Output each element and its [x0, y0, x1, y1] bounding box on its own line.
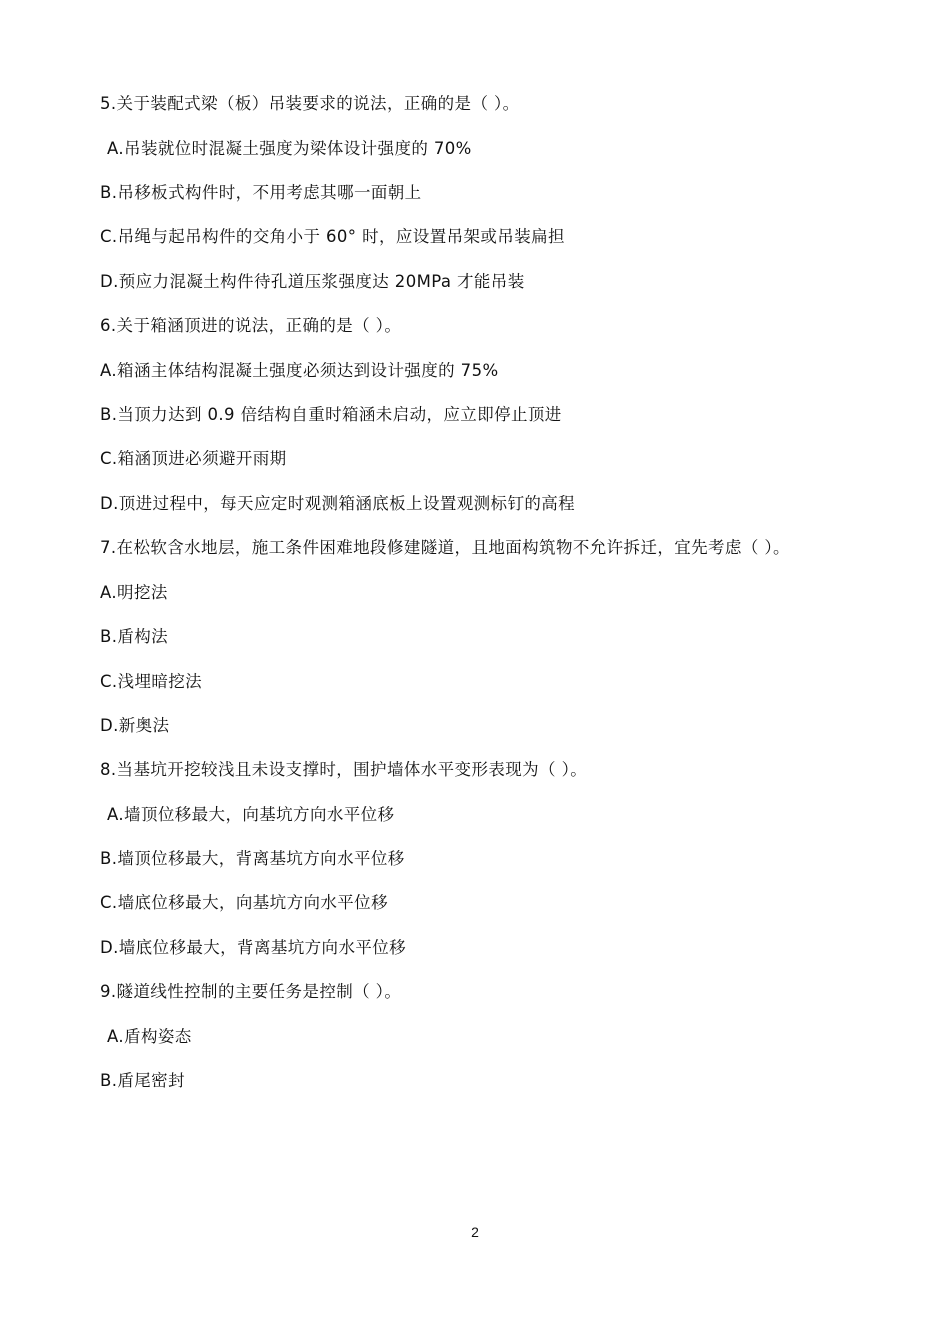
question-7-option-d: D.新奥法	[100, 716, 170, 735]
question-7-option-c: C.浅埋暗挖法	[100, 672, 203, 691]
question-9-option-b: B.盾尾密封	[100, 1071, 185, 1090]
question-6-option-d: D.顶进过程中，每天应定时观测箱涵底板上设置观测标钉的高程	[100, 494, 576, 513]
question-5-option-c: C.吊绳与起吊构件的交角小于 60° 时，应设置吊架或吊装扁担	[100, 227, 565, 246]
question-8-option-a: A.墙顶位移最大，向基坑方向水平位移	[107, 805, 395, 824]
question-6-option-a: A.箱涵主体结构混凝土强度必须达到设计强度的 75%	[100, 361, 499, 380]
question-5-stem: 5.关于装配式梁（板）吊装要求的说法，正确的是（ ）。	[100, 94, 520, 113]
page-number: 2	[471, 1224, 479, 1240]
question-9-option-a: A.盾构姿态	[107, 1027, 192, 1046]
question-5-option-b: B.吊移板式构件时，不用考虑其哪一面朝上	[100, 183, 422, 202]
question-7-stem: 7.在松软含水地层，施工条件困难地段修建隧道，且地面构筑物不允许拆迁，宜先考虑（ ）。	[100, 538, 790, 557]
question-8-option-b: B.墙顶位移最大，背离基坑方向水平位移	[100, 849, 405, 868]
question-6-stem: 6.关于箱涵顶进的说法，正确的是（ ）。	[100, 316, 402, 335]
question-7-option-a: A.明挖法	[100, 583, 168, 602]
question-6-option-c: C.箱涵顶进必须避开雨期	[100, 449, 287, 468]
question-8-option-d: D.墙底位移最大，背离基坑方向水平位移	[100, 938, 407, 957]
question-6-option-b: B.当顶力达到 0.9 倍结构自重时箱涵未启动，应立即停止顶进	[100, 405, 562, 424]
question-8-option-c: C.墙底位移最大，向基坑方向水平位移	[100, 893, 388, 912]
question-7-option-b: B.盾构法	[100, 627, 169, 646]
question-5-option-d: D.预应力混凝土构件待孔道压浆强度达 20MPa 才能吊装	[100, 272, 525, 291]
question-8-stem: 8.当基坑开挖较浅且未设支撑时，围护墙体水平变形表现为（ ）。	[100, 760, 588, 779]
question-5-option-a: A.吊装就位时混凝土强度为梁体设计强度的 70%	[107, 139, 472, 158]
question-9-stem: 9.隧道线性控制的主要任务是控制（ ）。	[100, 982, 402, 1001]
